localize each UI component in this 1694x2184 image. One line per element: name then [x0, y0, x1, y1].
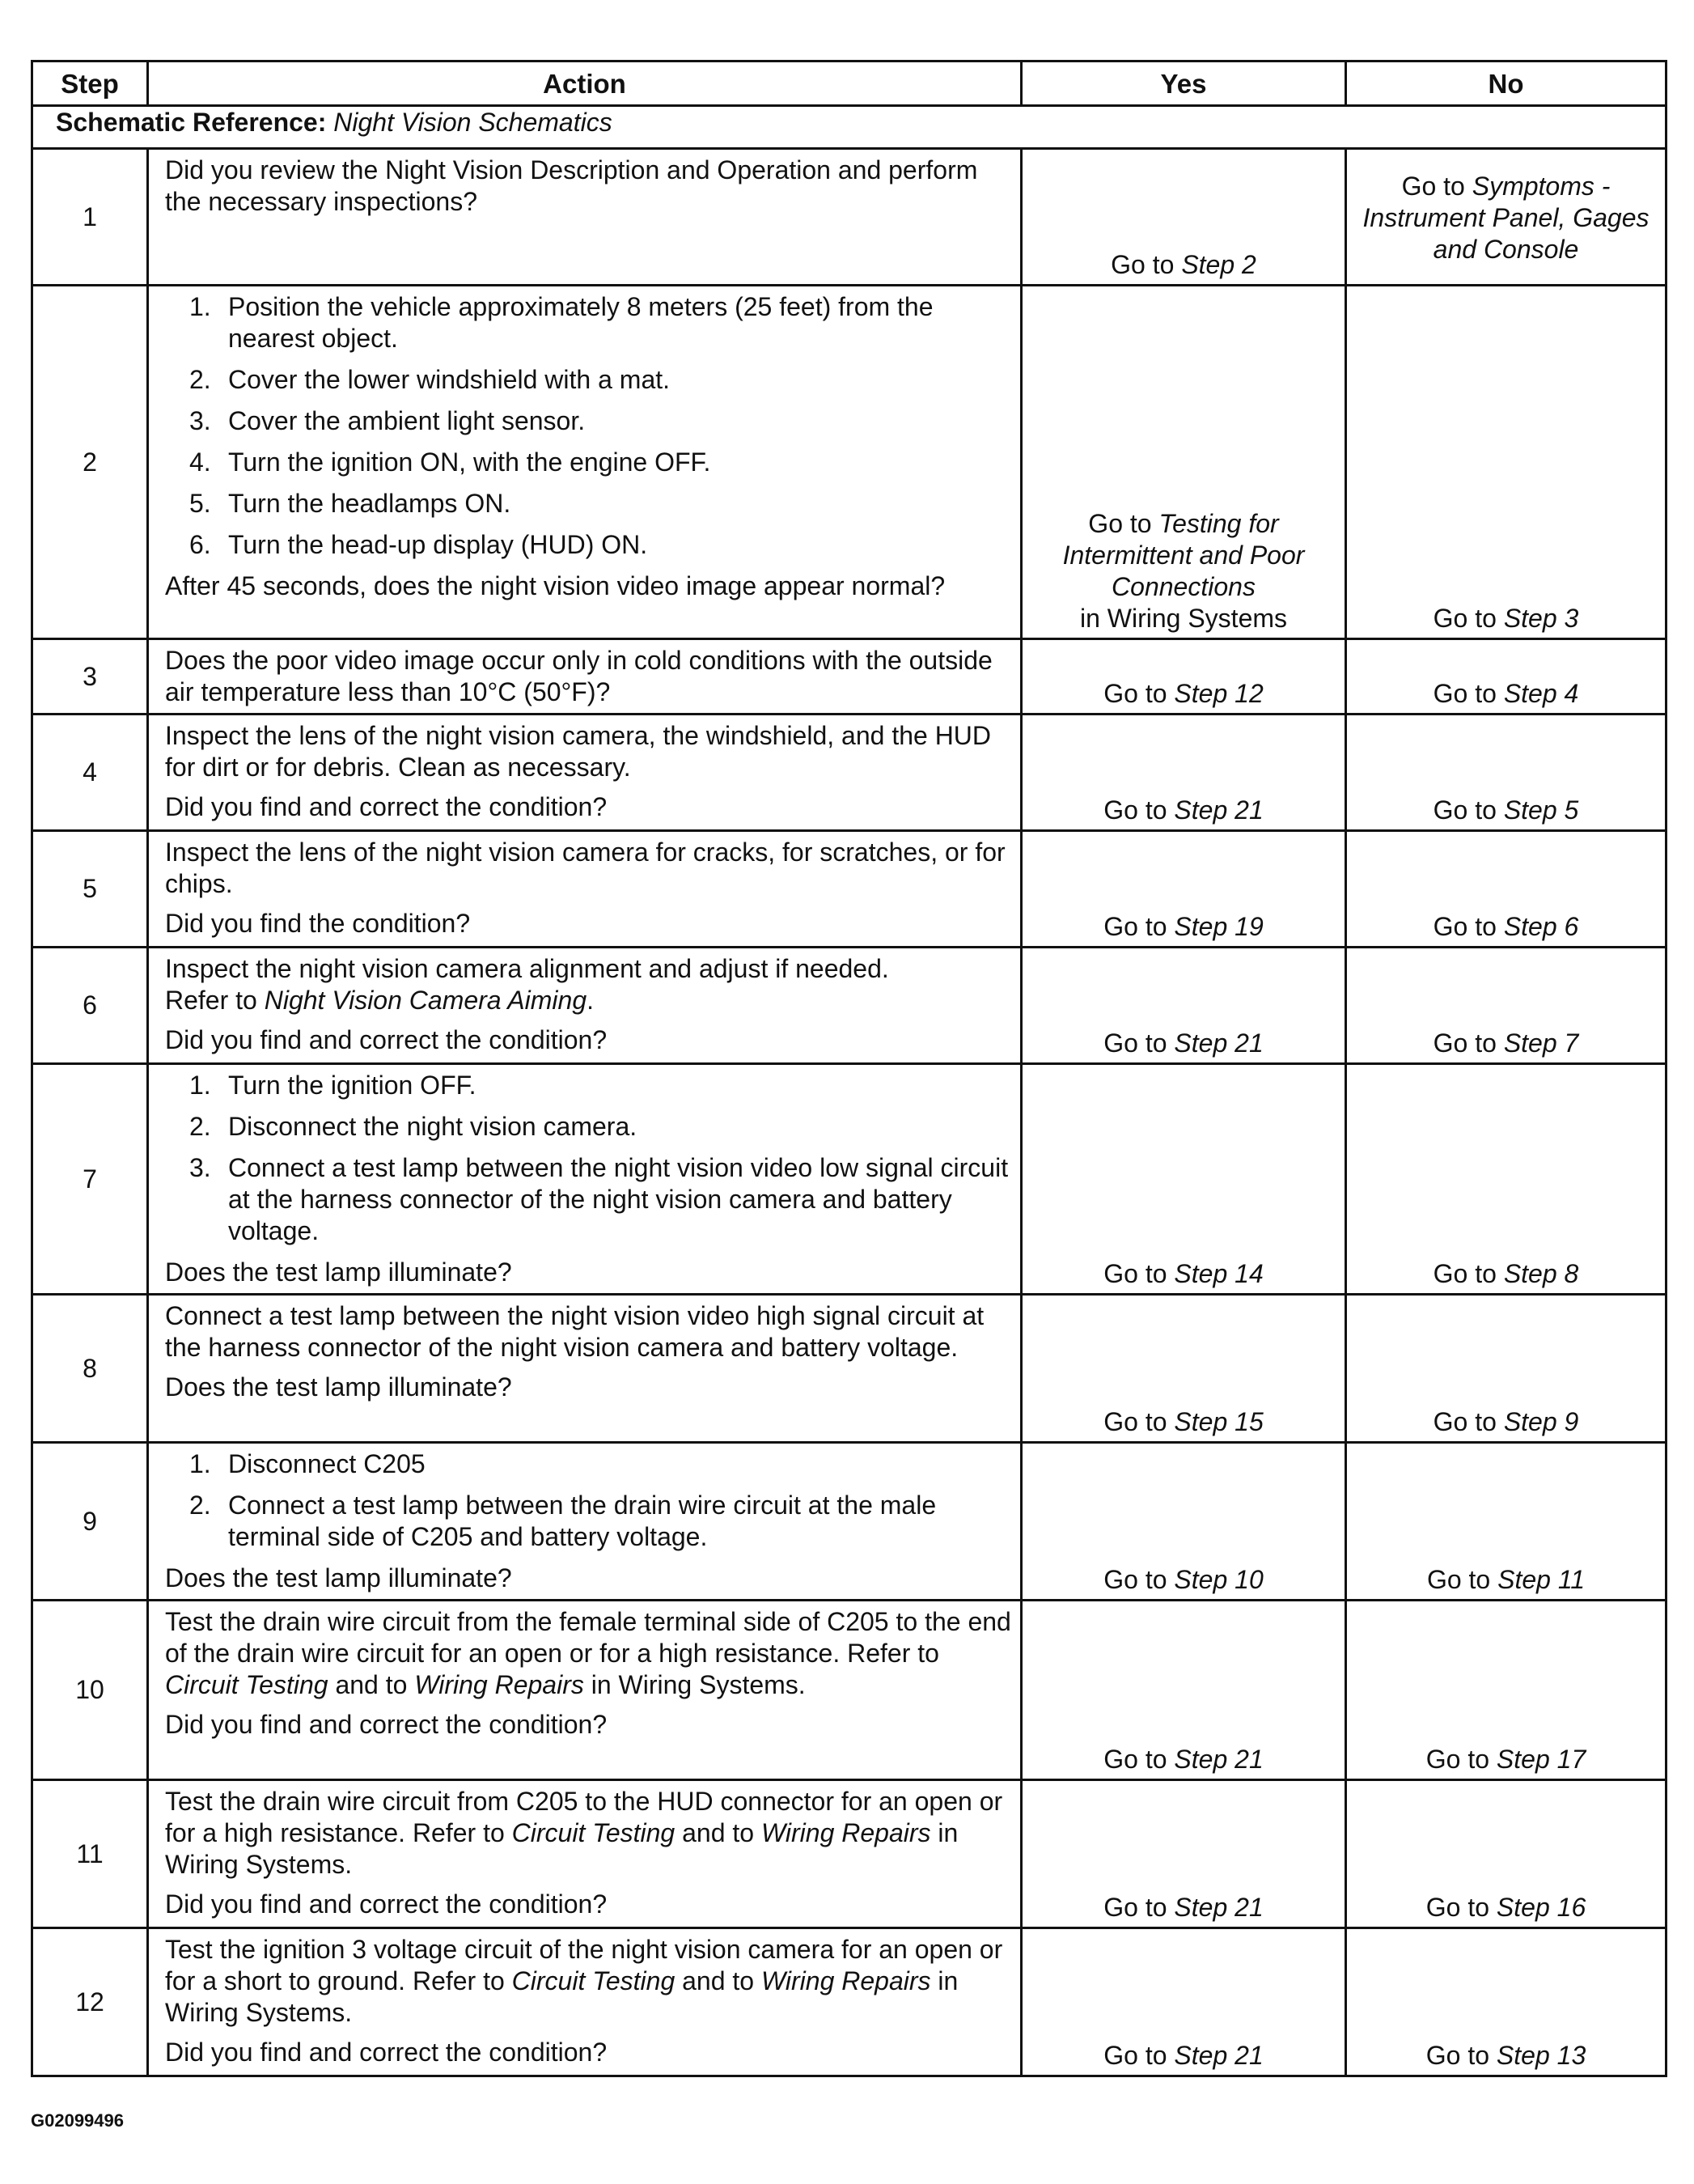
action-question: Does the test lamp illuminate?	[165, 1257, 512, 1287]
table-row	[32, 1601, 1666, 1780]
substep-text: Turn the ignition OFF.	[228, 1071, 476, 1100]
no-cell	[1346, 286, 1666, 639]
action-question: After 45 seconds, does the night vision video image appear normal?	[165, 571, 946, 600]
no-lead: Go to	[1425, 1893, 1497, 1922]
no-lead: Go to	[1433, 795, 1504, 825]
table-row	[32, 715, 1666, 831]
substep-text: Disconnect the night vision camera.	[228, 1112, 637, 1141]
no-cell	[1346, 831, 1666, 948]
substep-number: 1.	[189, 1449, 211, 1478]
no-link[interactable]: Step 3	[1503, 604, 1579, 633]
yes-lead: Go to	[1103, 795, 1175, 825]
yes-lead: Go to	[1103, 1745, 1175, 1774]
table-row	[32, 1780, 1666, 1928]
yes-link[interactable]: Step 21	[1174, 1745, 1264, 1774]
action-text: Test the ignition 3 voltage circuit of the night vision camera for an open or for a short to ground. Refer to	[165, 1935, 1003, 1995]
refer-link[interactable]: Circuit Testing	[511, 1818, 675, 1847]
yes-link[interactable]: Step 14	[1174, 1259, 1264, 1288]
refer-lead: Refer to	[165, 986, 265, 1015]
action-question: Does the test lamp illuminate?	[165, 1563, 512, 1592]
no-cell	[1346, 149, 1666, 286]
substep-item	[189, 291, 1014, 354]
action-question: Did you find and correct the condition?	[165, 1710, 608, 1739]
yes-link[interactable]: Step 21	[1174, 1028, 1264, 1058]
no-link[interactable]: Step 6	[1503, 912, 1579, 941]
no-link[interactable]: Step 17	[1496, 1745, 1586, 1774]
no-lead: Go to	[1433, 604, 1504, 633]
action-cell	[148, 1780, 1022, 1928]
no-lead: Go to	[1425, 2041, 1497, 2070]
action-cell	[148, 831, 1022, 948]
step-number: 7	[32, 1064, 148, 1295]
yes-lead: Go to	[1103, 912, 1175, 941]
yes-link[interactable]: Step 21	[1174, 795, 1264, 825]
no-cell	[1346, 948, 1666, 1064]
step-number: 8	[32, 1295, 148, 1443]
schematic-reference-row	[32, 106, 1666, 149]
action-text: Inspect the lens of the night vision camera for cracks, for scratches, or for chips.	[165, 838, 1006, 898]
no-cell	[1346, 1601, 1666, 1780]
yes-lead: Go to	[1103, 1893, 1175, 1922]
no-lead: Go to	[1433, 1259, 1504, 1288]
action-text: Inspect the night vision camera alignment and adjust if needed.	[165, 954, 889, 983]
substep-list	[165, 291, 1014, 561]
header-step: Step	[32, 61, 148, 106]
table-row	[32, 1928, 1666, 2076]
yes-cell	[1022, 286, 1346, 639]
action-cell	[148, 1295, 1022, 1443]
no-lead: Go to	[1426, 1565, 1498, 1594]
no-link[interactable]: Step 11	[1497, 1565, 1586, 1594]
no-lead: Go to	[1433, 1407, 1504, 1436]
refer-mid: and to	[675, 1966, 761, 1995]
yes-link[interactable]: Step 21	[1174, 1893, 1264, 1922]
refer-link[interactable]: Circuit Testing	[511, 1966, 675, 1995]
substep-item	[189, 488, 1014, 519]
substep-number: 6.	[189, 530, 211, 559]
yes-link[interactable]: Step 21	[1174, 2041, 1264, 2070]
table-row	[32, 149, 1666, 286]
substep-item	[189, 364, 1014, 396]
no-link[interactable]: Step 9	[1503, 1407, 1579, 1436]
step-number: 3	[32, 639, 148, 715]
yes-cell	[1022, 1443, 1346, 1601]
header-yes: Yes	[1022, 61, 1346, 106]
table-row	[32, 1295, 1666, 1443]
action-cell	[148, 149, 1022, 286]
refer-link[interactable]: Wiring Repairs	[760, 1966, 931, 1995]
substep-item	[189, 405, 1014, 437]
yes-tail: in Wiring Systems	[1079, 604, 1288, 633]
yes-cell	[1022, 1295, 1346, 1443]
no-link[interactable]: Step 4	[1503, 679, 1579, 708]
substep-text: Disconnect C205	[228, 1449, 426, 1478]
header-action: Action	[148, 61, 1022, 106]
no-cell	[1346, 715, 1666, 831]
substep-number: 2.	[189, 1112, 211, 1141]
action-text: Test the drain wire circuit from the female terminal side of C205 to the end of the drain wire circuit for an open or for a high resistance. Refer to	[165, 1607, 1011, 1668]
refer-mid: and to	[675, 1818, 761, 1847]
action-text: Connect a test lamp between the night vision video high signal circuit at the harness connector of the night vision camera and battery voltage.	[165, 1301, 985, 1362]
action-cell	[148, 1064, 1022, 1295]
action-cell	[148, 1443, 1022, 1601]
yes-lead: Go to	[1103, 1565, 1175, 1594]
no-link[interactable]: Symptoms - Instrument Panel, Gages and Console	[1362, 171, 1650, 264]
yes-lead: Go to	[1103, 679, 1175, 708]
yes-cell	[1022, 948, 1346, 1064]
yes-link[interactable]: Step 12	[1174, 679, 1264, 708]
refer-link[interactable]: Circuit Testing	[165, 1670, 328, 1699]
refer-link[interactable]: Wiring Repairs	[414, 1670, 584, 1699]
yes-cell	[1022, 1064, 1346, 1295]
action-question: Did you find and correct the condition?	[165, 792, 608, 821]
action-cell	[148, 1601, 1022, 1780]
figure-id: G02099496	[31, 2110, 124, 2131]
action-text: Test the drain wire circuit from C205 to the HUD connector for an open or for a high resistance. Refer to	[165, 1787, 1003, 1847]
action-cell	[148, 948, 1022, 1064]
substep-text: Position the vehicle approximately 8 meters (25 feet) from the nearest object.	[228, 292, 934, 353]
substep-item	[189, 529, 1014, 561]
yes-cell	[1022, 1928, 1346, 2076]
action-text: Inspect the lens of the night vision camera, the windshield, and the HUD for dirt or for debris. Clean as necessary.	[165, 721, 992, 782]
substep-text: Turn the ignition ON, with the engine OFF.	[228, 447, 711, 477]
no-link[interactable]: Step 13	[1496, 2041, 1586, 2070]
substep-number: 5.	[189, 489, 211, 518]
step-number: 5	[32, 831, 148, 948]
yes-lead: Go to	[1103, 1259, 1175, 1288]
step-number: 2	[32, 286, 148, 639]
step-number: 12	[32, 1928, 148, 2076]
no-cell	[1346, 1064, 1666, 1295]
step-number: 11	[32, 1780, 148, 1928]
substep-item	[189, 1490, 1014, 1553]
no-lead: Go to	[1433, 912, 1504, 941]
no-cell	[1346, 1443, 1666, 1601]
substep-text: Turn the head-up display (HUD) ON.	[228, 530, 648, 559]
no-lead: Go to	[1433, 1028, 1504, 1058]
yes-cell	[1022, 1601, 1346, 1780]
schematic-reference-label: Schematic Reference:	[56, 108, 327, 137]
yes-link[interactable]: Step 15	[1174, 1407, 1264, 1436]
substep-number: 3.	[189, 406, 211, 435]
table-row	[32, 831, 1666, 948]
substep-text: Connect a test lamp between the drain wire circuit at the male terminal side of C205 and battery voltage.	[228, 1491, 937, 1551]
step-number: 10	[32, 1601, 148, 1780]
yes-lead: Go to	[1103, 1028, 1175, 1058]
yes-cell	[1022, 831, 1346, 948]
refer-tail: .	[587, 986, 594, 1015]
yes-cell	[1022, 715, 1346, 831]
substep-number: 1.	[189, 1071, 211, 1100]
refer-tail: in Wiring Systems.	[583, 1670, 806, 1699]
substep-number: 2.	[189, 365, 211, 394]
substep-text: Turn the headlamps ON.	[228, 489, 511, 518]
no-cell	[1346, 639, 1666, 715]
no-link[interactable]: Step 16	[1496, 1893, 1586, 1922]
substep-list	[165, 1448, 1014, 1553]
step-number: 1	[32, 149, 148, 286]
diagnostic-table	[31, 60, 1667, 2077]
substep-item	[189, 1152, 1014, 1247]
yes-lead: Go to	[1088, 509, 1159, 538]
yes-cell	[1022, 149, 1346, 286]
no-cell	[1346, 1780, 1666, 1928]
substep-number: 2.	[189, 1491, 211, 1520]
substep-list	[165, 1070, 1014, 1247]
refer-link[interactable]: Night Vision Camera Aiming	[264, 986, 587, 1015]
yes-link[interactable]: Step 19	[1174, 912, 1264, 941]
no-link[interactable]: Step 7	[1503, 1028, 1579, 1058]
no-cell	[1346, 1928, 1666, 2076]
action-question: Did you find and correct the condition?	[165, 1025, 608, 1054]
header-row	[32, 61, 1666, 106]
substep-text: Cover the lower windshield with a mat.	[228, 365, 671, 394]
action-cell	[148, 286, 1022, 639]
table-row	[32, 1443, 1666, 1601]
yes-link[interactable]: Step 10	[1174, 1565, 1264, 1594]
yes-link[interactable]: Testing for Intermittent and Poor Connections	[1062, 509, 1305, 601]
yes-link[interactable]: Step 2	[1181, 250, 1256, 279]
step-number: 6	[32, 948, 148, 1064]
substep-item	[189, 1070, 1014, 1101]
no-cell	[1346, 1295, 1666, 1443]
substep-number: 1.	[189, 292, 211, 321]
action-question: Does the test lamp illuminate?	[165, 1372, 512, 1402]
table-row	[32, 1064, 1666, 1295]
yes-lead: Go to	[1103, 2041, 1175, 2070]
yes-lead: Go to	[1103, 1407, 1175, 1436]
substep-number: 3.	[189, 1153, 211, 1182]
substep-text: Connect a test lamp between the night vision video low signal circuit at the harness connector of the night vision camera and battery voltage.	[228, 1153, 1009, 1245]
yes-cell	[1022, 639, 1346, 715]
substep-item	[189, 447, 1014, 478]
substep-item	[189, 1111, 1014, 1143]
action-question: Did you find the condition?	[165, 909, 471, 938]
header-no: No	[1346, 61, 1666, 106]
no-lead: Go to	[1425, 1745, 1497, 1774]
refer-link[interactable]: Wiring Repairs	[760, 1818, 931, 1847]
schematic-reference-value: Night Vision Schematics	[333, 108, 612, 137]
action-question: Did you find and correct the condition?	[165, 1889, 608, 1919]
no-lead: Go to	[1401, 171, 1472, 201]
substep-item	[189, 1448, 1014, 1480]
no-link[interactable]: Step 5	[1503, 795, 1579, 825]
table-row	[32, 639, 1666, 715]
action-question: Did you find and correct the condition?	[165, 2038, 608, 2067]
step-number: 4	[32, 715, 148, 831]
refer-tail: in Wiring Systems.	[165, 1818, 959, 1879]
refer-mid: and to	[328, 1670, 415, 1699]
action-cell	[148, 1928, 1022, 2076]
step-number: 9	[32, 1443, 148, 1601]
substep-text: Cover the ambient light sensor.	[228, 406, 586, 435]
table-row	[32, 948, 1666, 1064]
action-cell	[148, 715, 1022, 831]
action-text: Does the poor video image occur only in cold conditions with the outside air temperature less than 10°C (50°F)?	[165, 646, 993, 706]
no-lead: Go to	[1433, 679, 1504, 708]
schematic-reference	[32, 106, 1666, 149]
no-link[interactable]: Step 8	[1503, 1259, 1579, 1288]
action-text: Did you review the Night Vision Description and Operation and perform the necessary inspections?	[165, 155, 978, 216]
substep-number: 4.	[189, 447, 211, 477]
yes-cell	[1022, 1780, 1346, 1928]
refer-tail: in Wiring Systems.	[165, 1966, 959, 2027]
action-cell	[148, 639, 1022, 715]
table-row	[32, 286, 1666, 639]
yes-lead: Go to	[1111, 250, 1182, 279]
